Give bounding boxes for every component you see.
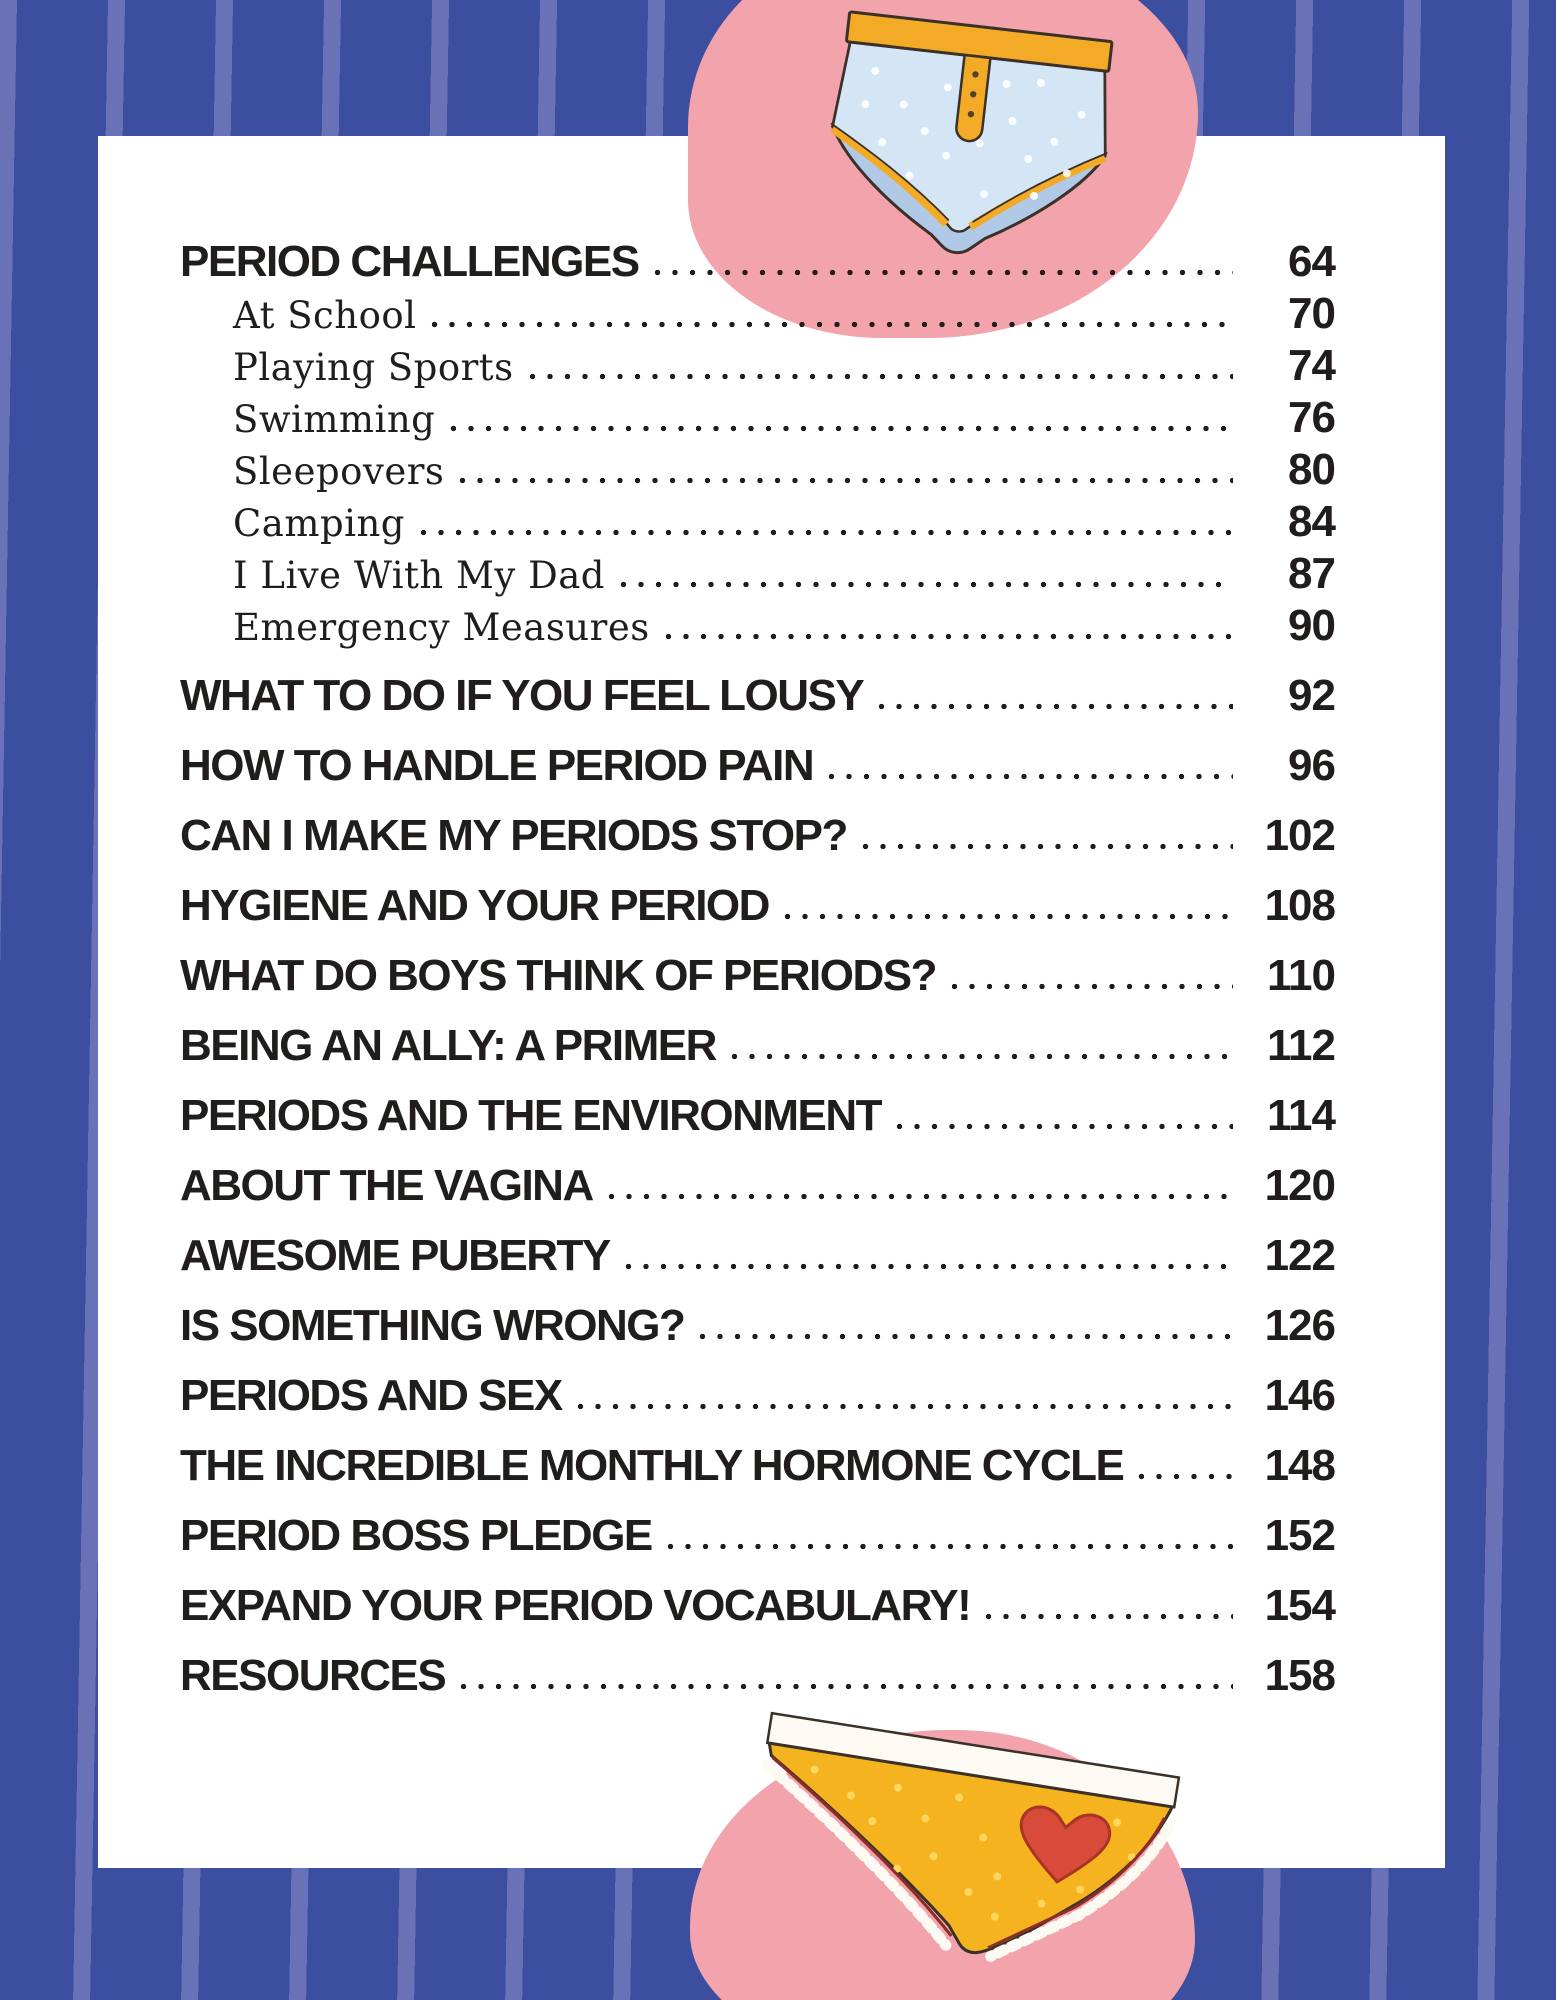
toc-entry-page: 84 [1288,497,1335,546]
toc-row [180,731,1335,801]
toc-entry-label: HOW TO HANDLE PERIOD PAIN [180,741,814,790]
dot-leader [420,529,1233,536]
toc-row [180,340,1335,392]
toc-entry-page: 122 [1264,1231,1335,1280]
toc-entry-page: 76 [1288,393,1335,442]
toc-row [180,661,1335,731]
toc-entry-label: Sleepovers [233,450,445,493]
toc-entry-label: Swimming [233,398,436,441]
toc-row [180,871,1335,941]
dot-leader [828,773,1233,780]
toc-entry-page: 110 [1267,951,1335,1000]
toc-row [180,1151,1335,1221]
dot-leader [431,321,1233,328]
toc-entry-page: 158 [1264,1651,1335,1700]
dot-leader [654,269,1233,276]
dot-leader [608,1193,1233,1200]
toc-entry-page: 80 [1288,445,1335,494]
toc-entry-label: At School [233,294,417,337]
toc-entry-page: 120 [1264,1161,1335,1210]
toc-entry-page: 108 [1264,881,1335,930]
toc-row [180,236,1335,288]
dot-leader [1138,1473,1233,1480]
toc-entry-label: EXPAND YOUR PERIOD VOCABULARY! [180,1581,971,1630]
toc-entry-page: 112 [1267,1021,1335,1070]
dot-leader [699,1333,1233,1340]
dot-leader [577,1403,1233,1410]
dot-leader [896,1123,1233,1130]
toc-row [180,941,1335,1011]
dot-leader [985,1613,1233,1620]
toc-row [180,1011,1335,1081]
dot-leader [460,1683,1233,1690]
toc-row [180,1081,1335,1151]
toc-entry-label: AWESOME PUBERTY [180,1231,610,1280]
toc-entry-page: 114 [1267,1091,1335,1140]
toc-entry-label: I Live With My Dad [233,554,605,597]
toc-entry-page: 102 [1264,811,1335,860]
toc-entry-page: 64 [1288,237,1335,286]
toc-entry-label: CAN I MAKE MY PERIODS STOP? [180,811,847,860]
toc-entry-label: Emergency Measures [233,606,650,649]
table-of-contents [180,236,1335,1711]
toc-entry-label: PERIOD CHALLENGES [180,237,639,286]
dot-leader [529,373,1233,380]
toc-entry-page: 146 [1264,1371,1335,1420]
toc-entry-label: RESOURCES [180,1651,446,1700]
toc-row [180,1431,1335,1501]
toc-entry-label: PERIOD BOSS PLEDGE [180,1511,652,1560]
toc-entry-label: Playing Sports [233,346,514,389]
toc-entry-page: 96 [1288,741,1335,790]
toc-row [180,392,1335,444]
toc-row [180,496,1335,548]
toc-entry-label: Camping [233,502,405,545]
toc-entry-label: BEING AN ALLY: A PRIMER [180,1021,716,1070]
toc-entry-label: ABOUT THE VAGINA [180,1161,593,1210]
dot-leader [620,581,1233,588]
toc-entry-page: 74 [1288,341,1335,390]
underwear-illustration-top [815,5,1120,275]
toc-row [180,1291,1335,1361]
toc-row [180,1501,1335,1571]
dot-leader [667,1543,1233,1550]
toc-entry-page: 154 [1264,1581,1335,1630]
toc-entry-label: HYGIENE AND YOUR PERIOD [180,881,769,930]
toc-row [180,801,1335,871]
toc-entry-label: IS SOMETHING WRONG? [180,1301,685,1350]
toc-row [180,444,1335,496]
toc-row [180,600,1335,652]
toc-entry-page: 92 [1288,671,1335,720]
toc-entry-page: 90 [1288,601,1335,650]
toc-entry-label: WHAT TO DO IF YOU FEEL LOUSY [180,671,864,720]
toc-entry-page: 87 [1288,549,1335,598]
toc-entry-page: 70 [1288,289,1335,338]
toc-row [180,1221,1335,1291]
dot-leader [862,843,1233,850]
toc-entry-page: 126 [1264,1301,1335,1350]
toc-entry-page: 148 [1264,1441,1335,1490]
dot-leader [951,983,1233,990]
toc-row [180,1571,1335,1641]
dot-leader [665,633,1233,640]
toc-row [180,1361,1335,1431]
toc-entry-label: WHAT DO BOYS THINK OF PERIODS? [180,951,936,1000]
dot-leader [784,913,1233,920]
toc-row [180,1641,1335,1711]
dot-leader [450,425,1233,432]
dot-leader [625,1263,1233,1270]
toc-entry-page: 152 [1264,1511,1335,1560]
toc-entry-label: THE INCREDIBLE MONTHLY HORMONE CYCLE [180,1441,1124,1490]
toc-row [180,288,1335,340]
dot-leader [459,477,1233,484]
dot-leader [731,1053,1233,1060]
toc-row [180,548,1335,600]
dot-leader [878,703,1233,710]
toc-entry-label: PERIODS AND SEX [180,1371,562,1420]
toc-entry-label: PERIODS AND THE ENVIRONMENT [180,1091,882,1140]
